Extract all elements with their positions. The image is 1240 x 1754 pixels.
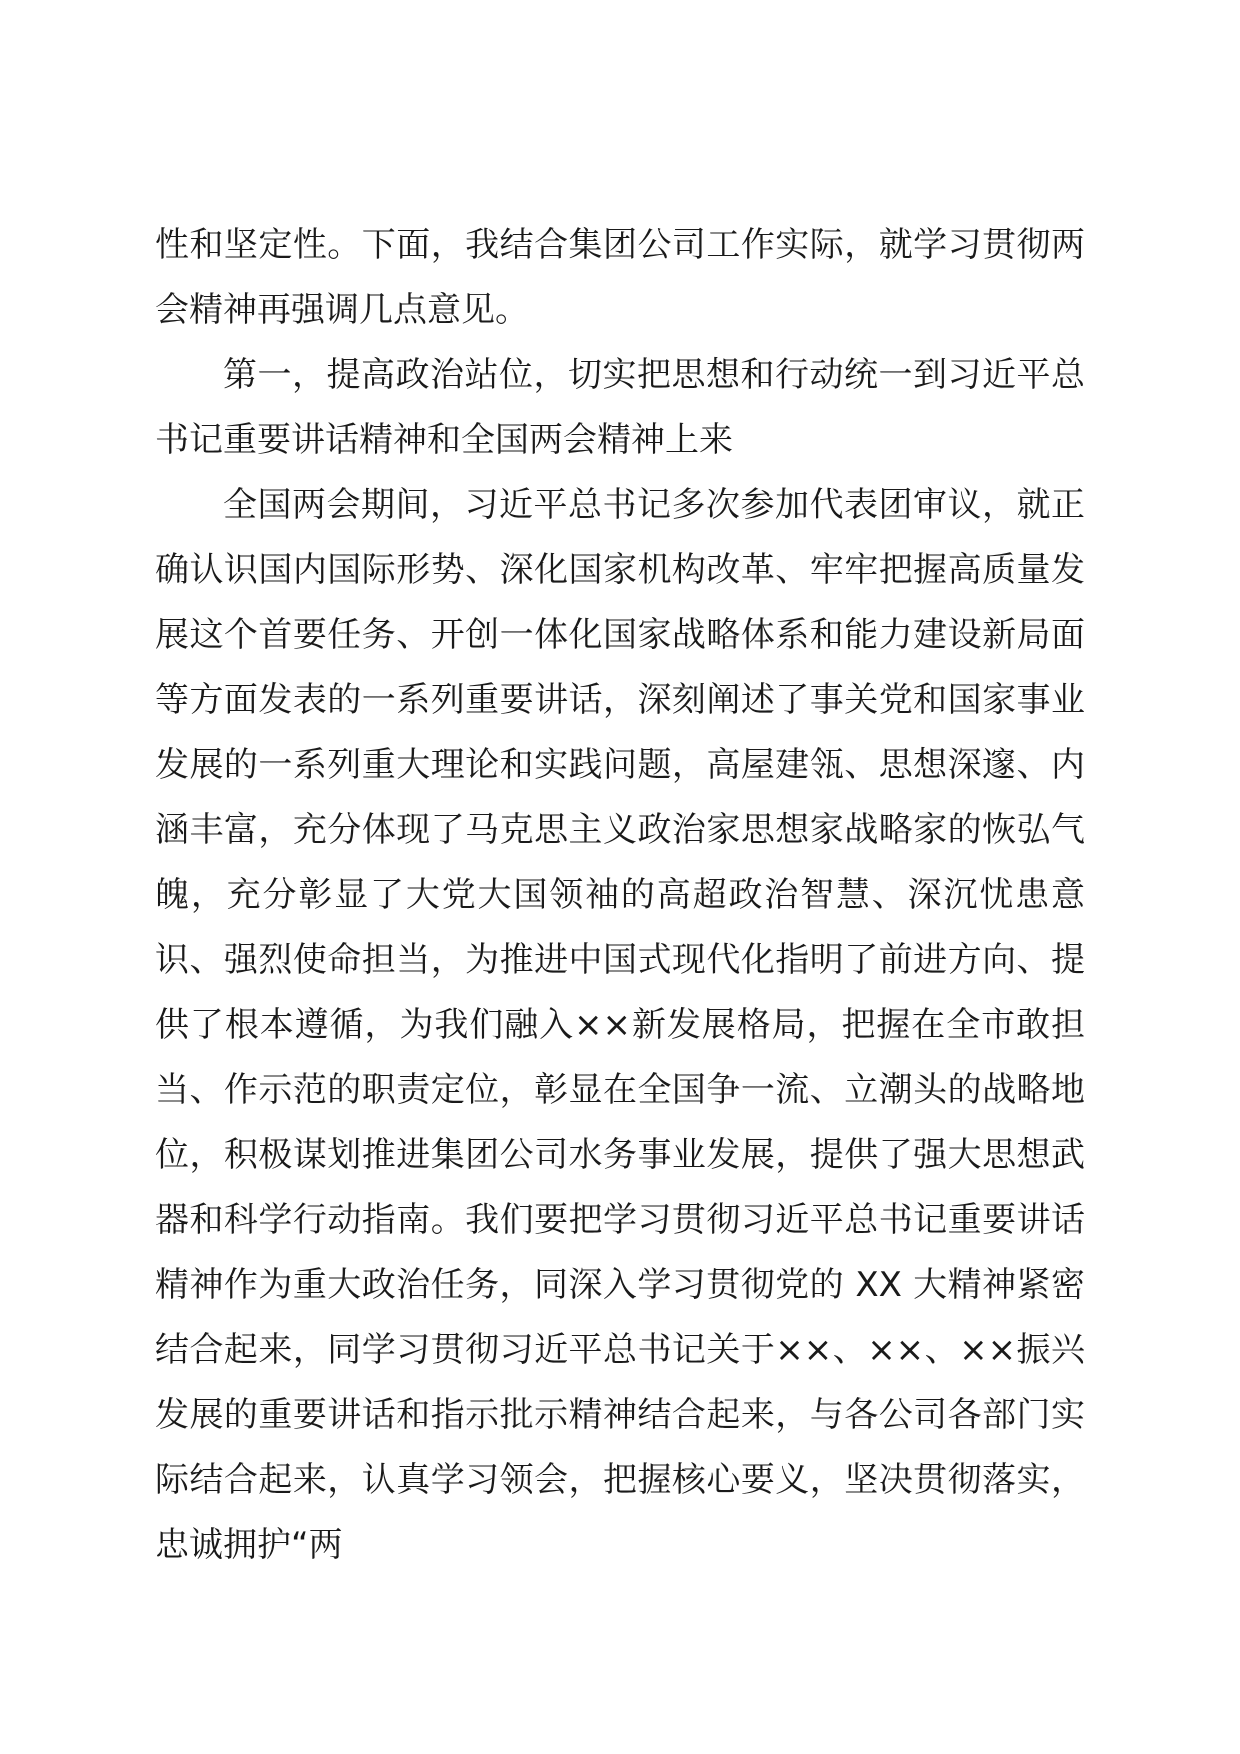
paragraph-intro: 性和坚定性。下面，我结合集团公司工作实际，就学习贯彻两会精神再强调几点意见。	[155, 225, 1085, 330]
document-body	[155, 213, 1085, 1578]
paragraph-body: 全国两会期间，习近平总书记多次参加代表团审议，就正确认识国内国际形势、深化国家机构改革、牢牢把握高质量发展这个首要任务、开创一体化国家战略体系和能力建设新局面等方面发表的一系列重要讲话，深刻阐述了事关党和国家事业发展的一系列重大理论和实践问题，高屋建瓴、思想深邃、内涵丰富，充分体现了马克思主义政治家思想家战略家的恢弘气魄，充分彰显了大党大国领袖的高超政治智慧、深沉忧患意识、强烈使命担当，为推进中国式现代化指明了前进方向、提供了根本遵循，为我们融入××新发展格局，把握在全市敢担当、作示范的职责定位，彰显在全国争一流、立潮头的战略地位，积极谋划推进集团公司水务事业发展，提供了强大思想武器和科学行动指南。我们要把学习贯彻习近平总书记重要讲话精神作为重大政治任务，同深入学习贯彻党的 XX 大精神紧密结合起来，同学习贯彻习近平总书记关于××、××、××振兴发展的重要讲话和指示批示精神结合起来，与各公司各部门实际结合起来，认真学习领会，把握核心要义，坚决贯彻落实，忠诚拥护“两	[155, 485, 1085, 1565]
section-heading-first: 第一，提高政治站位，切实把思想和行动统一到习近平总书记重要讲话精神和全国两会精神上来	[155, 355, 1085, 460]
